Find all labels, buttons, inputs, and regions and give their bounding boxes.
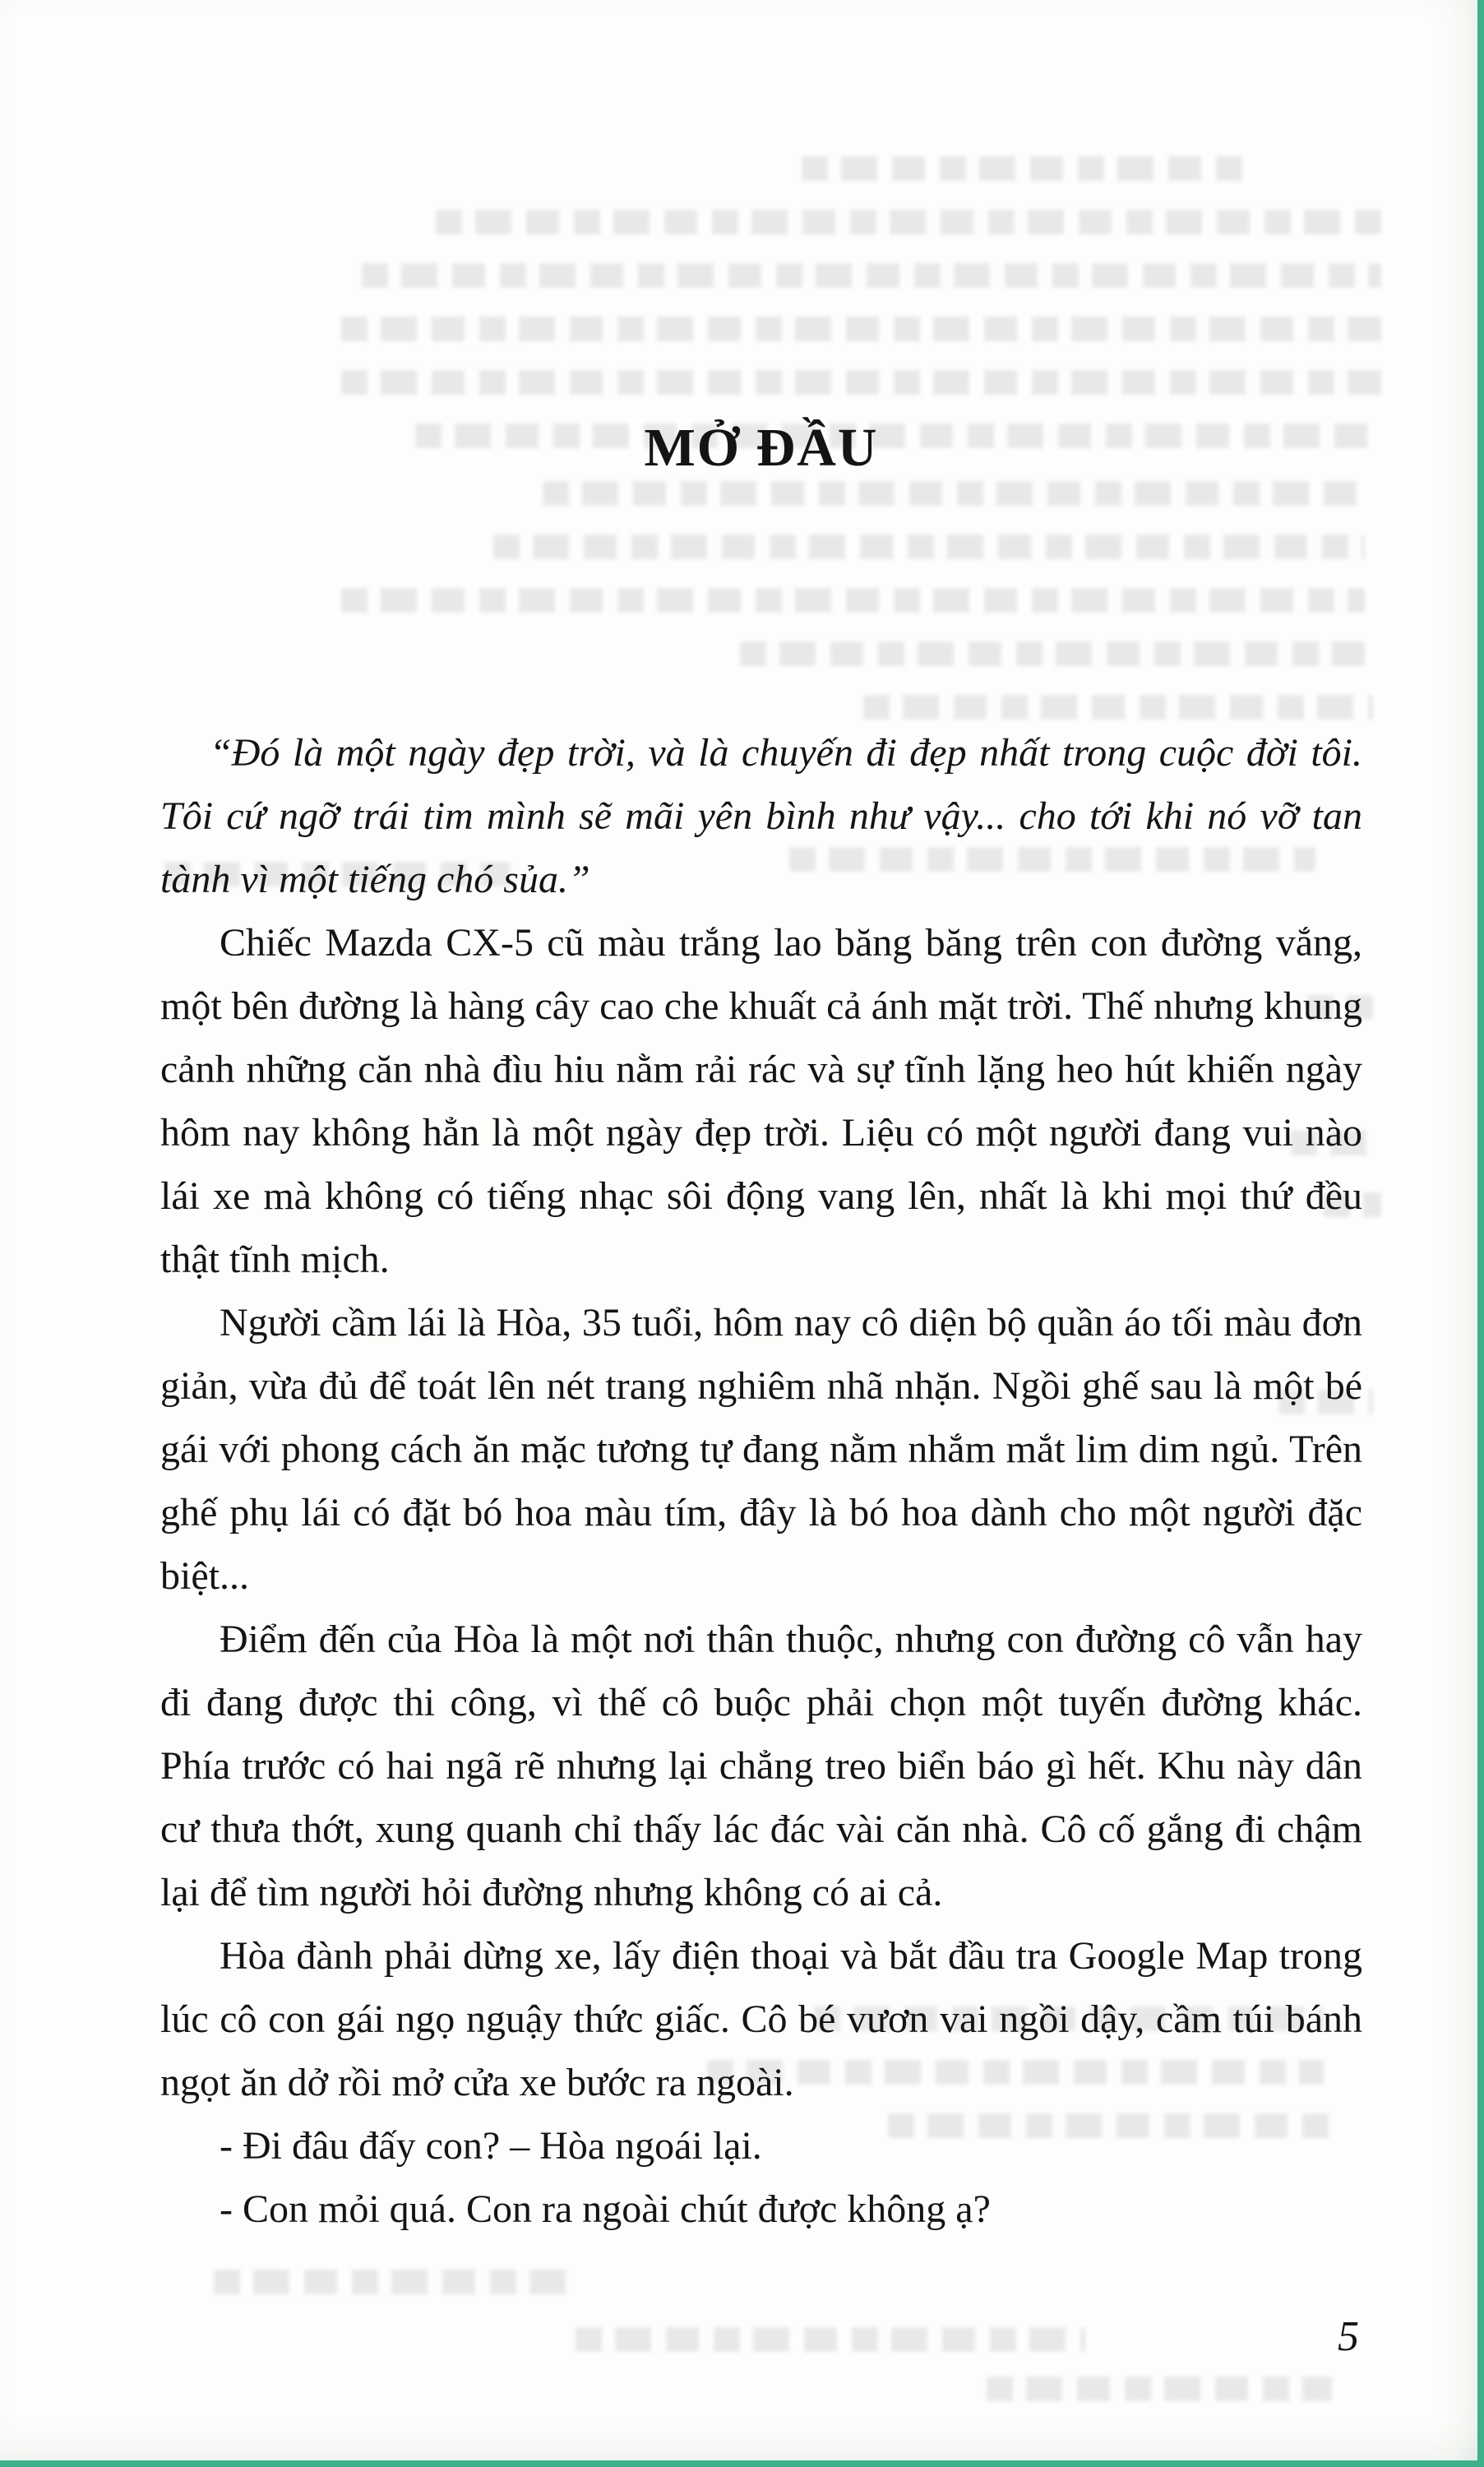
paragraph: Điểm đến của Hòa là một nơi thân thuộc, nhưng con đường cô vẫn hay đi đang được thi công, vì thế cô buộc phải chọn một tuyến đường khác. Phía trước có hai ngã rẽ nhưng lại chẳng treo biển báo gì hết. Khu này dân cư thưa thớt, xung quanh chỉ thấy lác đác vài căn nhà. Cô cố gắng đi chậm lại để tìm người hỏi đường nhưng không có ai cả. <box>160 1618 1362 1914</box>
bleedthrough-line <box>576 2327 1085 2352</box>
scan-edge-bottom <box>0 2460 1484 2467</box>
paragraph: Người cầm lái là Hòa, 35 tuổi, hôm nay cô diện bộ quần áo tối màu đơn giản, vừa đủ để toát lên nét trang nghiêm nhã nhặn. Ngồi ghế sau là một bé gái với phong cách ăn mặc tương tự đang nằm nhắm mắt lim dim ngủ. Trên ghế phụ lái có đặt bó hoa màu tím, đây là bó hoa dành cho một người đặc biệt... <box>160 1301 1362 1598</box>
paragraph: Chiếc Mazda CX-5 cũ màu trắng lao băng băng trên con đường vắng, một bên đường là hàng cây cao che khuất cả ánh mặt trời. Thế nhưng khung cảnh những căn nhà đìu hiu nằm rải rác và sự tĩnh lặng heo hút khiến ngày hôm nay không hẳn là một ngày đẹp trời. Liệu có một người đang vui nào lái xe mà không có tiếng nhạc sôi động vang lên, nhất là khi mọi thứ đều thật tĩnh mịch. <box>160 921 1362 1281</box>
paragraph: Hòa đành phải dừng xe, lấy điện thoại và bắt đầu tra Google Map trong lúc cô con gái ngọ nguậy thức giấc. Cô bé vươn vai ngồi dậy, cầm túi bánh ngọt ăn dở rồi mở cửa xe bước ra ngoài. <box>160 1934 1362 2104</box>
chapter-title: MỞ ĐẦU <box>644 418 879 478</box>
page-number: 5 <box>1338 2313 1359 2360</box>
epigraph: “Đó là một ngày đẹp trời, và là chuyến đi đẹp nhất trong cuộc đời tôi. Tôi cứ ngỡ trái tim mình sẽ mãi yên bình như vậy... cho tới khi nó vỡ tan tành vì một tiếng chó sủa.” <box>160 731 1362 901</box>
bleedthrough-line <box>214 2270 567 2294</box>
bleedthrough-line <box>987 2377 1332 2401</box>
dialogue-line: - Đi đâu đấy con? – Hòa ngoái lại. <box>220 2124 762 2168</box>
dialogue-line: - Con mỏi quá. Con ra ngoài chút được không ạ? <box>220 2187 991 2231</box>
scan-edge-right <box>1477 0 1484 2467</box>
page-content <box>160 0 1362 2241</box>
